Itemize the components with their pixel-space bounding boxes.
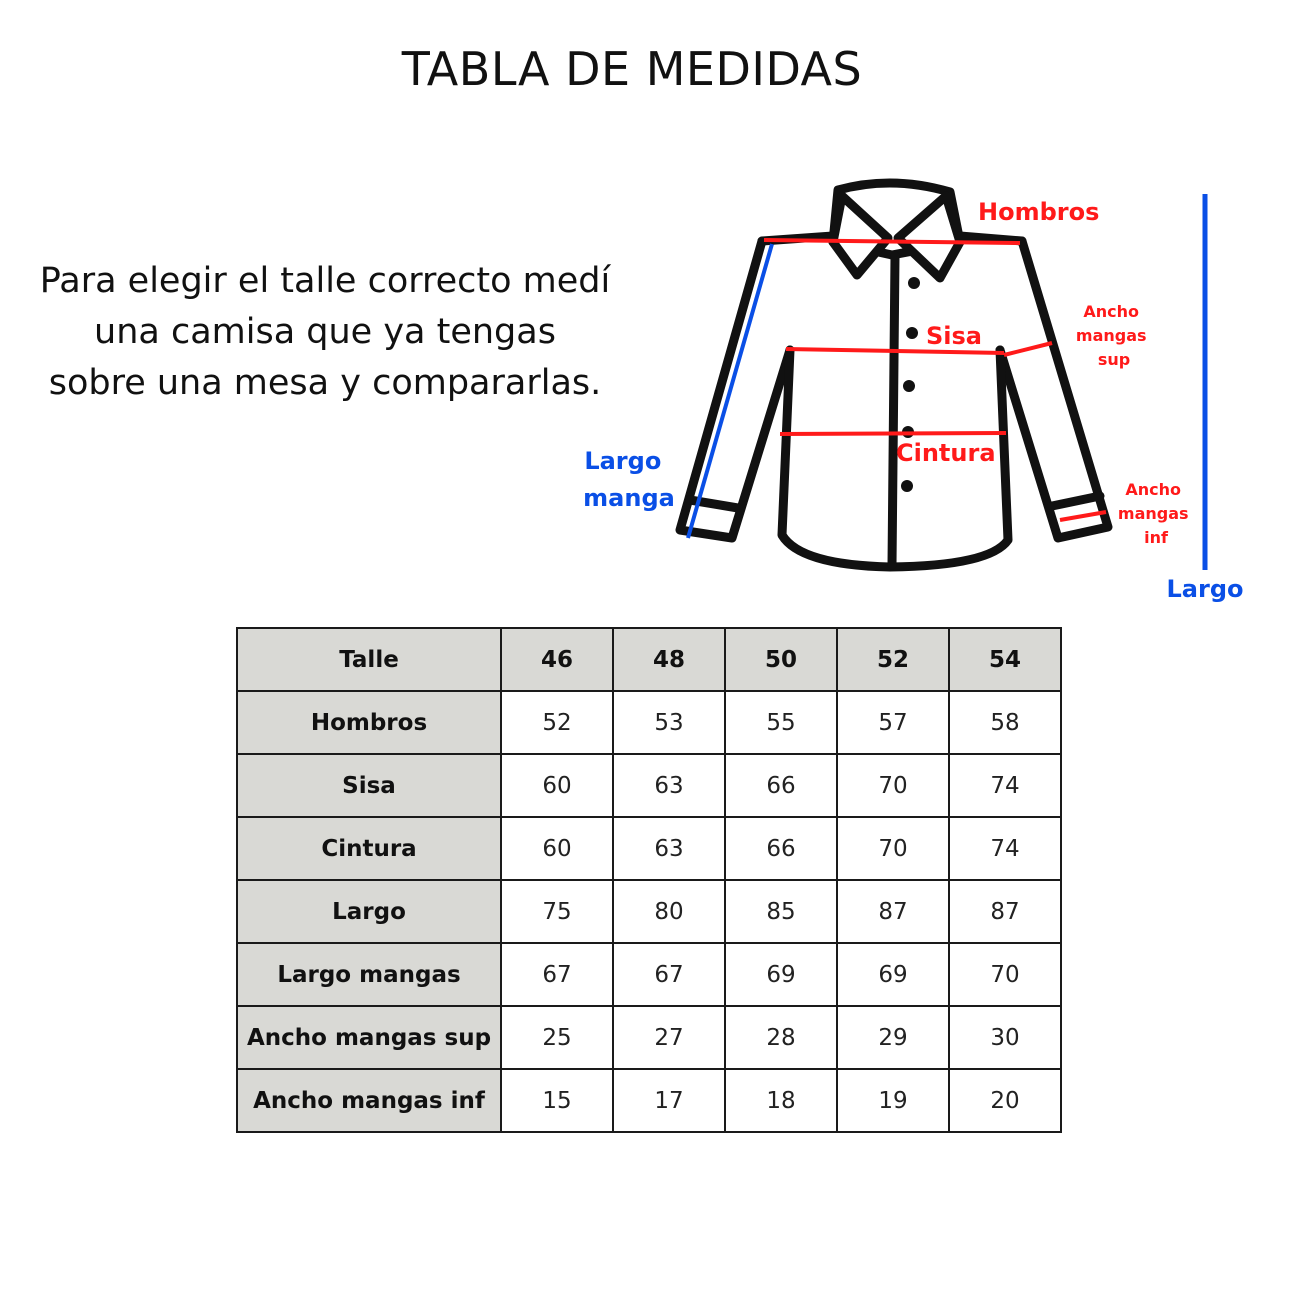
row-label: Hombros bbox=[237, 691, 501, 754]
table-cell: 52 bbox=[501, 691, 613, 754]
table-cell: 25 bbox=[501, 1006, 613, 1069]
instructions-line: una camisa que ya tengas bbox=[94, 312, 556, 352]
table-cell: 20 bbox=[949, 1069, 1061, 1132]
table-header-row bbox=[237, 628, 1061, 691]
sisa-label: Sisa bbox=[926, 322, 982, 350]
table-cell: 17 bbox=[613, 1069, 725, 1132]
instructions-line: Para elegir el talle correcto medí bbox=[39, 261, 611, 301]
cintura-measure-line bbox=[780, 433, 1006, 434]
ancho-sup-label-line: Ancho bbox=[1083, 302, 1140, 321]
cintura-label: Cintura bbox=[896, 439, 996, 467]
row-label: Sisa bbox=[237, 754, 501, 817]
table-cell: 63 bbox=[613, 817, 725, 880]
row-label: Cintura bbox=[237, 817, 501, 880]
table-row bbox=[237, 1006, 1061, 1069]
table-row bbox=[237, 1069, 1061, 1132]
hombros-label: Hombros bbox=[978, 198, 1100, 226]
row-label: Ancho mangas inf bbox=[237, 1069, 501, 1132]
table-cell: 80 bbox=[613, 880, 725, 943]
largo-manga-measure-line bbox=[688, 244, 772, 538]
largo-manga-label-line: manga bbox=[583, 484, 675, 512]
ancho-inf-label-line: inf bbox=[1144, 528, 1168, 547]
table-cell: 60 bbox=[501, 754, 613, 817]
table-cell: 27 bbox=[613, 1006, 725, 1069]
table-cell: 67 bbox=[501, 943, 613, 1006]
table-row bbox=[237, 691, 1061, 754]
table-cell: 74 bbox=[949, 817, 1061, 880]
table-cell: 70 bbox=[949, 943, 1061, 1006]
table-cell: 75 bbox=[501, 880, 613, 943]
table-cell: 30 bbox=[949, 1006, 1061, 1069]
largo-label: Largo bbox=[1166, 575, 1244, 603]
table-cell: 18 bbox=[725, 1069, 837, 1132]
size-column-header: 46 bbox=[501, 628, 613, 691]
table-cell: 53 bbox=[613, 691, 725, 754]
ancho-inf-label bbox=[1118, 480, 1194, 547]
table-cell: 60 bbox=[501, 817, 613, 880]
table-cell: 67 bbox=[613, 943, 725, 1006]
table-cell: 63 bbox=[613, 754, 725, 817]
table-cell: 58 bbox=[949, 691, 1061, 754]
size-column-header: 50 bbox=[725, 628, 837, 691]
table-cell: 19 bbox=[837, 1069, 949, 1132]
row-label: Ancho mangas sup bbox=[237, 1006, 501, 1069]
table-cell: 70 bbox=[837, 754, 949, 817]
table-cell: 66 bbox=[725, 754, 837, 817]
row-label: Largo mangas bbox=[237, 943, 501, 1006]
table-row bbox=[237, 817, 1061, 880]
ancho-sup-label-line: mangas bbox=[1075, 326, 1147, 345]
table-cell: 70 bbox=[837, 817, 949, 880]
table-row bbox=[237, 880, 1061, 943]
table-cell: 29 bbox=[837, 1006, 949, 1069]
size-column-header: 48 bbox=[613, 628, 725, 691]
table-cell: 66 bbox=[725, 817, 837, 880]
table-row bbox=[237, 943, 1061, 1006]
table-header-label: Talle bbox=[237, 628, 501, 691]
table-cell: 28 bbox=[725, 1006, 837, 1069]
table-cell: 57 bbox=[837, 691, 949, 754]
table-cell: 87 bbox=[837, 880, 949, 943]
largo-manga-label bbox=[583, 447, 675, 512]
size-column-header: 54 bbox=[949, 628, 1061, 691]
table-row bbox=[237, 754, 1061, 817]
table-cell: 69 bbox=[837, 943, 949, 1006]
table-cell: 74 bbox=[949, 754, 1061, 817]
table-cell: 55 bbox=[725, 691, 837, 754]
ancho-sup-label bbox=[1076, 302, 1152, 369]
size-table bbox=[236, 627, 1062, 1133]
ancho-sup-label-line: sup bbox=[1097, 350, 1131, 369]
table-cell: 69 bbox=[725, 943, 837, 1006]
ancho-sup-measure-line bbox=[1004, 343, 1052, 355]
page-title: TABLA DE MEDIDAS bbox=[401, 42, 863, 96]
shirt-measurement-diagram bbox=[0, 0, 1300, 620]
instructions-line: sobre una mesa y compararlas. bbox=[48, 363, 602, 403]
size-column-header: 52 bbox=[837, 628, 949, 691]
ancho-inf-label-line: mangas bbox=[1117, 504, 1189, 523]
largo-manga-label-line: Largo bbox=[584, 447, 662, 475]
ancho-inf-label-line: Ancho bbox=[1125, 480, 1182, 499]
table-cell: 87 bbox=[949, 880, 1061, 943]
row-label: Largo bbox=[237, 880, 501, 943]
table-cell: 15 bbox=[501, 1069, 613, 1132]
ancho-inf-measure-line bbox=[1060, 512, 1106, 520]
table-cell: 85 bbox=[725, 880, 837, 943]
